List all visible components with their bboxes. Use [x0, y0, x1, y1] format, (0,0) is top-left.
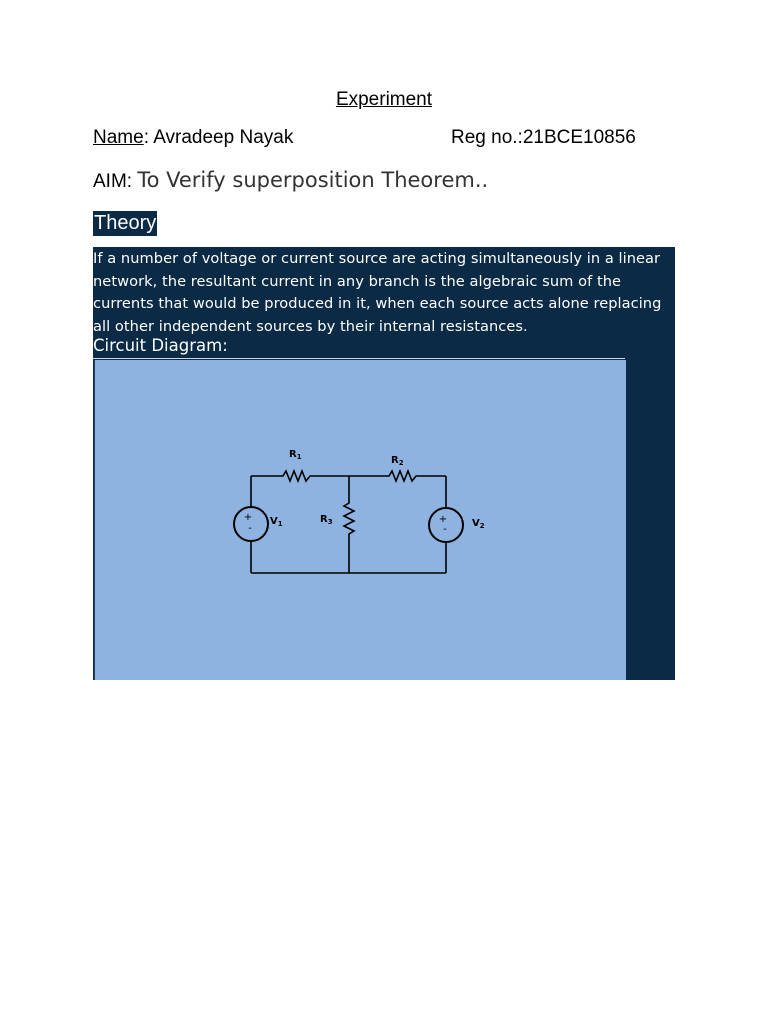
label-v2: $V_2$ [472, 518, 485, 530]
aim-line [93, 168, 488, 193]
theory-paragraph: If a number of voltage or current source are acting simultaneously in a linear network, the resultant current in any branch is the algebraic sum of the currents that would be produced in it, when each source acts alone replacing all other independent sources by their internal resistances. [93, 250, 662, 335]
name-line [93, 127, 293, 149]
theory-heading: Theory [94, 212, 157, 234]
resistor-r1 [251, 471, 349, 481]
v1-minus: - [248, 523, 252, 534]
v2-plus: + [438, 514, 448, 525]
label-r2: $R_2$ [391, 455, 404, 467]
resistor-r3 [344, 476, 354, 573]
v2-minus: - [443, 524, 447, 535]
circuit-diagram [95, 360, 626, 680]
reg-number: Reg no.:21BCE10856 [451, 127, 636, 148]
circuit-diagram-panel [94, 360, 626, 680]
heading-rule [93, 358, 625, 359]
resistor-r2 [349, 471, 446, 481]
page-title: Experiment [335, 89, 433, 110]
circuit-diagram-heading: Circuit Diagram: [93, 336, 228, 355]
name-value: : Avradeep Nayak [143, 127, 294, 148]
v1-plus: + [243, 512, 253, 523]
aim-label: AIM: [93, 171, 138, 192]
name-label: Name [93, 127, 144, 148]
label-r1: $R_1$ [289, 449, 302, 461]
label-r3: $R_3$ [320, 514, 333, 526]
aim-text: To Verify superposition Theorem.. [137, 168, 489, 192]
label-v1: $V_1$ [270, 516, 283, 528]
